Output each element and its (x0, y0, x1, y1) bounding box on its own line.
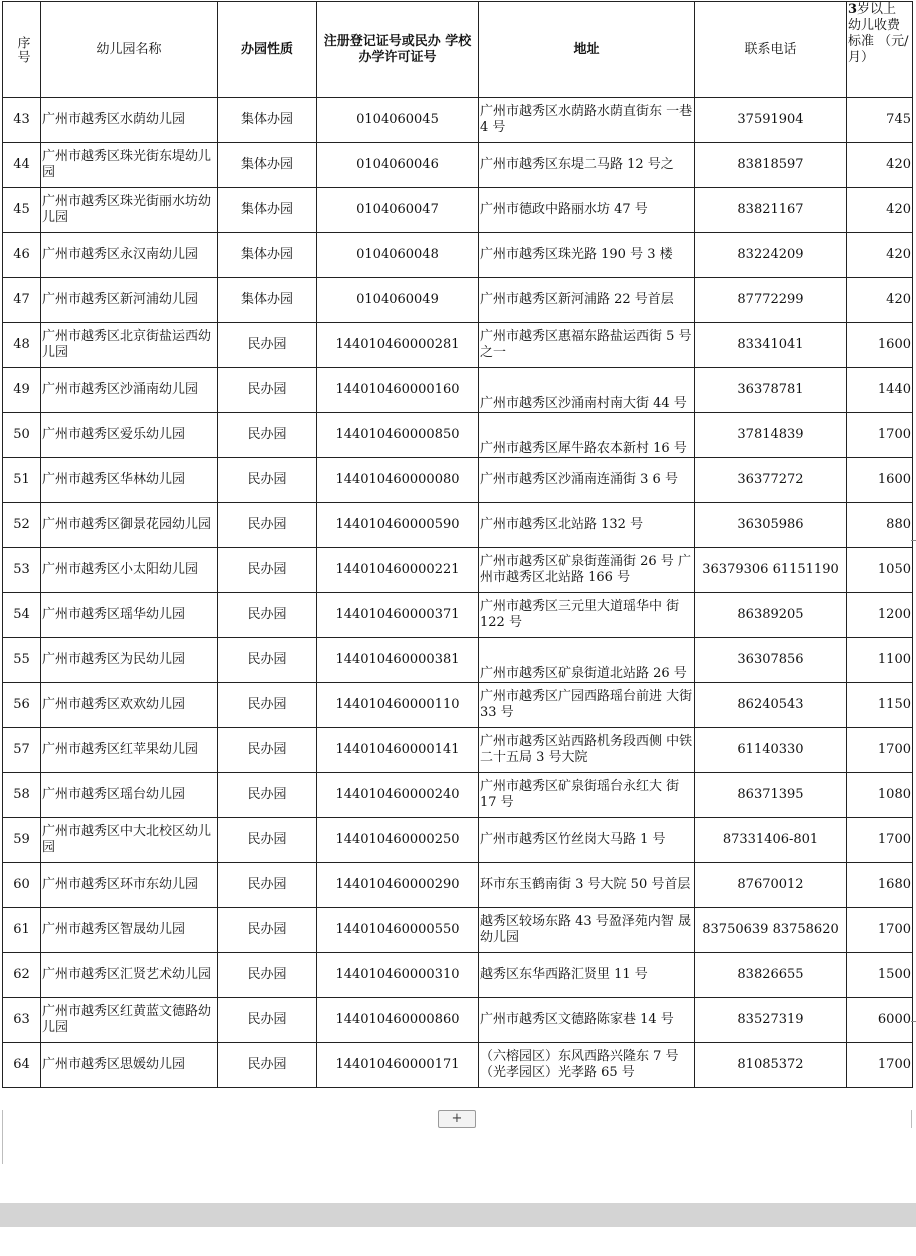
cell-name: 广州市越秀区小太阳幼儿园 (41, 548, 218, 593)
kindergarten-table (2, 1, 913, 1088)
table-row (3, 638, 913, 683)
cell-address: 广州市越秀区广园西路瑶台前进 大街 33 号 (479, 683, 695, 728)
cell-seq: 60 (3, 863, 41, 908)
table-row (3, 908, 913, 953)
cell-type: 集体办园 (218, 143, 317, 188)
cell-fee: 1500 (847, 953, 913, 998)
table-body (3, 98, 913, 1088)
cell-phone: 87331406-801 (695, 818, 847, 863)
cell-name: 广州市越秀区华林幼儿园 (41, 458, 218, 503)
cell-address: 广州市越秀区沙涌南村南大街 44 号 (479, 368, 695, 413)
cell-phone: 83750639 83758620 (695, 908, 847, 953)
table-row (3, 728, 913, 773)
cell-type: 民办园 (218, 368, 317, 413)
cell-address: 广州市越秀区东堤二马路 12 号之 (479, 143, 695, 188)
row-edge-marker (911, 1021, 916, 1022)
cell-address: （六榕园区）东风西路兴隆东 7 号 （光孝园区）光孝路 65 号 (479, 1043, 695, 1088)
cell-name: 广州市越秀区北京街盐运西幼儿园 (41, 323, 218, 368)
cell-license: 144010460000160 (317, 368, 479, 413)
cell-address: 广州市德政中路丽水坊 47 号 (479, 188, 695, 233)
cell-address: 越秀区东华西路汇贤里 11 号 (479, 953, 695, 998)
cell-seq: 56 (3, 683, 41, 728)
table-row (3, 998, 913, 1043)
cell-license: 0104060048 (317, 233, 479, 278)
table-row (3, 413, 913, 458)
cell-license: 144010460000590 (317, 503, 479, 548)
table-row (3, 773, 913, 818)
cell-license: 144010460000281 (317, 323, 479, 368)
header-fee-rest: 岁以上 幼儿收费 标准 （元/月） (848, 2, 909, 65)
cell-phone: 36379306 61151190 (695, 548, 847, 593)
cell-seq: 46 (3, 233, 41, 278)
cell-fee: 420 (847, 143, 913, 188)
cell-seq: 51 (3, 458, 41, 503)
cell-license: 144010460000240 (317, 773, 479, 818)
cell-license: 0104060049 (317, 278, 479, 323)
cell-license: 0104060047 (317, 188, 479, 233)
cell-phone: 36378781 (695, 368, 847, 413)
cell-address: 广州市越秀区矿泉街瑶台永红大 街 17 号 (479, 773, 695, 818)
cell-license: 144010460000080 (317, 458, 479, 503)
cell-name: 广州市越秀区汇贤艺术幼儿园 (41, 953, 218, 998)
cell-seq: 45 (3, 188, 41, 233)
table-row (3, 683, 913, 728)
cell-license: 144010460000550 (317, 908, 479, 953)
cell-address: 广州市越秀区站西路机务段西侧 中铁二十五局 3 号大院 (479, 728, 695, 773)
cell-license: 144010460000310 (317, 953, 479, 998)
cell-name: 广州市越秀区沙涌南幼儿园 (41, 368, 218, 413)
cell-name: 广州市越秀区新河浦幼儿园 (41, 278, 218, 323)
cell-address: 广州市越秀区北站路 132 号 (479, 503, 695, 548)
header-fee (847, 2, 913, 98)
cell-seq: 43 (3, 98, 41, 143)
cell-phone: 86371395 (695, 773, 847, 818)
cell-name: 广州市越秀区珠光街丽水坊幼儿园 (41, 188, 218, 233)
cell-fee: 6000 (847, 998, 913, 1043)
table-row (3, 368, 913, 413)
cell-phone: 87670012 (695, 863, 847, 908)
cell-name: 广州市越秀区中大北校区幼儿园 (41, 818, 218, 863)
cell-name: 广州市越秀区水荫幼儿园 (41, 98, 218, 143)
cell-fee: 1200 (847, 593, 913, 638)
cell-name: 广州市越秀区思媛幼儿园 (41, 1043, 218, 1088)
cell-fee: 1440 (847, 368, 913, 413)
cell-address: 广州市越秀区犀牛路农本新村 16 号 (479, 413, 695, 458)
cell-fee: 1100 (847, 638, 913, 683)
cell-seq: 57 (3, 728, 41, 773)
cell-type: 集体办园 (218, 98, 317, 143)
cell-type: 民办园 (218, 998, 317, 1043)
cell-type: 民办园 (218, 323, 317, 368)
cell-license: 144010460000850 (317, 413, 479, 458)
cell-phone: 36305986 (695, 503, 847, 548)
cell-phone: 86240543 (695, 683, 847, 728)
cell-fee: 420 (847, 188, 913, 233)
cell-seq: 62 (3, 953, 41, 998)
cell-seq: 61 (3, 908, 41, 953)
cell-fee: 420 (847, 278, 913, 323)
table-row (3, 503, 913, 548)
cell-phone: 87772299 (695, 278, 847, 323)
cell-seq: 58 (3, 773, 41, 818)
cell-fee: 880 (847, 503, 913, 548)
cell-address: 广州市越秀区文德路陈家巷 14 号 (479, 998, 695, 1043)
cell-type: 集体办园 (218, 188, 317, 233)
cell-address: 广州市越秀区竹丝岗大马路 1 号 (479, 818, 695, 863)
cell-license: 144010460000371 (317, 593, 479, 638)
table-row (3, 953, 913, 998)
cell-address: 环市东玉鹤南街 3 号大院 50 号首层 (479, 863, 695, 908)
cell-type: 民办园 (218, 818, 317, 863)
header-row (3, 2, 913, 98)
cell-name: 广州市越秀区御景花园幼儿园 (41, 503, 218, 548)
cell-seq: 53 (3, 548, 41, 593)
table-row (3, 818, 913, 863)
cell-license: 144010460000860 (317, 998, 479, 1043)
cell-phone: 81085372 (695, 1043, 847, 1088)
cell-type: 民办园 (218, 458, 317, 503)
cell-type: 民办园 (218, 683, 317, 728)
cell-type: 集体办园 (218, 233, 317, 278)
header-phone: 联系电话 (695, 2, 847, 98)
cell-fee: 1680 (847, 863, 913, 908)
cell-phone: 83341041 (695, 323, 847, 368)
header-license: 注册登记证号或民办 学校办学许可证号 (317, 2, 479, 98)
header-address: 地址 (479, 2, 695, 98)
cell-type: 民办园 (218, 413, 317, 458)
horizontal-scrollbar[interactable] (0, 1203, 916, 1227)
table-row (3, 188, 913, 233)
cell-address: 广州市越秀区矿泉街道北站路 26 号 (479, 638, 695, 683)
cell-address: 广州市越秀区新河浦路 22 号首层 (479, 278, 695, 323)
cell-type: 民办园 (218, 773, 317, 818)
cell-phone: 37814839 (695, 413, 847, 458)
cell-name: 广州市越秀区永汉南幼儿园 (41, 233, 218, 278)
header-type: 办园性质 (218, 2, 317, 98)
cell-phone: 36307856 (695, 638, 847, 683)
cell-name: 广州市越秀区红苹果幼儿园 (41, 728, 218, 773)
header-seq: 序号 (3, 2, 41, 98)
cell-seq: 64 (3, 1043, 41, 1088)
cell-license: 144010460000221 (317, 548, 479, 593)
cell-type: 民办园 (218, 638, 317, 683)
table-row (3, 548, 913, 593)
cell-phone: 83527319 (695, 998, 847, 1043)
sheet-right-edge (911, 1110, 912, 1128)
cell-type: 民办园 (218, 503, 317, 548)
table-row (3, 323, 913, 368)
cell-license: 144010460000381 (317, 638, 479, 683)
table-row (3, 1043, 913, 1088)
cell-address: 广州市越秀区三元里大道瑶华中 街 122 号 (479, 593, 695, 638)
header-name: 幼儿园名称 (41, 2, 218, 98)
cell-type: 民办园 (218, 593, 317, 638)
cell-seq: 48 (3, 323, 41, 368)
cell-address: 广州市越秀区惠福东路盐运西街 5 号之一 (479, 323, 695, 368)
add-row-button[interactable]: + (438, 1110, 476, 1128)
cell-license: 144010460000250 (317, 818, 479, 863)
cell-phone: 61140330 (695, 728, 847, 773)
cell-seq: 52 (3, 503, 41, 548)
table-row (3, 593, 913, 638)
cell-seq: 59 (3, 818, 41, 863)
cell-name: 广州市越秀区爱乐幼儿园 (41, 413, 218, 458)
cell-name: 广州市越秀区智晟幼儿园 (41, 908, 218, 953)
cell-license: 144010460000290 (317, 863, 479, 908)
cell-fee: 1080 (847, 773, 913, 818)
table-row (3, 458, 913, 503)
cell-fee: 745 (847, 98, 913, 143)
table-row (3, 233, 913, 278)
cell-fee: 1700 (847, 1043, 913, 1088)
cell-type: 民办园 (218, 908, 317, 953)
cell-seq: 63 (3, 998, 41, 1043)
cell-phone: 37591904 (695, 98, 847, 143)
cell-type: 民办园 (218, 863, 317, 908)
cell-phone: 36377272 (695, 458, 847, 503)
cell-phone: 83818597 (695, 143, 847, 188)
cell-type: 民办园 (218, 548, 317, 593)
cell-phone: 86389205 (695, 593, 847, 638)
sheet-left-edge (2, 1110, 3, 1164)
cell-fee: 420 (847, 233, 913, 278)
cell-license: 144010460000171 (317, 1043, 479, 1088)
cell-name: 广州市越秀区瑶华幼儿园 (41, 593, 218, 638)
table-row (3, 143, 913, 188)
cell-name: 广州市越秀区欢欢幼儿园 (41, 683, 218, 728)
cell-fee: 1050 (847, 548, 913, 593)
table-row (3, 98, 913, 143)
cell-address: 广州市越秀区沙涌南连涌街 3 6 号 (479, 458, 695, 503)
cell-name: 广州市越秀区环市东幼儿园 (41, 863, 218, 908)
cell-seq: 54 (3, 593, 41, 638)
cell-license: 144010460000110 (317, 683, 479, 728)
cell-seq: 55 (3, 638, 41, 683)
row-edge-marker (911, 540, 916, 541)
cell-phone: 83826655 (695, 953, 847, 998)
header-fee-age: 3 (848, 2, 858, 17)
cell-address: 广州市越秀区矿泉街莲涌街 26 号 广州市越秀区北站路 166 号 (479, 548, 695, 593)
cell-phone: 83224209 (695, 233, 847, 278)
cell-fee: 1600 (847, 323, 913, 368)
cell-fee: 1600 (847, 458, 913, 503)
cell-seq: 44 (3, 143, 41, 188)
cell-address: 越秀区较场东路 43 号盈泽苑内智 晟幼儿园 (479, 908, 695, 953)
cell-name: 广州市越秀区瑶台幼儿园 (41, 773, 218, 818)
cell-name: 广州市越秀区珠光街东堤幼儿园 (41, 143, 218, 188)
cell-fee: 1150 (847, 683, 913, 728)
table-row (3, 863, 913, 908)
cell-seq: 47 (3, 278, 41, 323)
cell-license: 144010460000141 (317, 728, 479, 773)
cell-type: 民办园 (218, 728, 317, 773)
cell-fee: 1700 (847, 818, 913, 863)
cell-fee: 1700 (847, 908, 913, 953)
cell-type: 民办园 (218, 953, 317, 998)
cell-name: 广州市越秀区红黄蓝文德路幼儿园 (41, 998, 218, 1043)
cell-license: 0104060046 (317, 143, 479, 188)
cell-seq: 50 (3, 413, 41, 458)
cell-seq: 49 (3, 368, 41, 413)
cell-phone: 83821167 (695, 188, 847, 233)
cell-fee: 1700 (847, 728, 913, 773)
cell-type: 集体办园 (218, 278, 317, 323)
cell-name: 广州市越秀区为民幼儿园 (41, 638, 218, 683)
cell-fee: 1700 (847, 413, 913, 458)
cell-address: 广州市越秀区水荫路水荫直街东 一巷 4 号 (479, 98, 695, 143)
cell-address: 广州市越秀区珠光路 190 号 3 楼 (479, 233, 695, 278)
cell-license: 0104060045 (317, 98, 479, 143)
table-row (3, 278, 913, 323)
cell-type: 民办园 (218, 1043, 317, 1088)
